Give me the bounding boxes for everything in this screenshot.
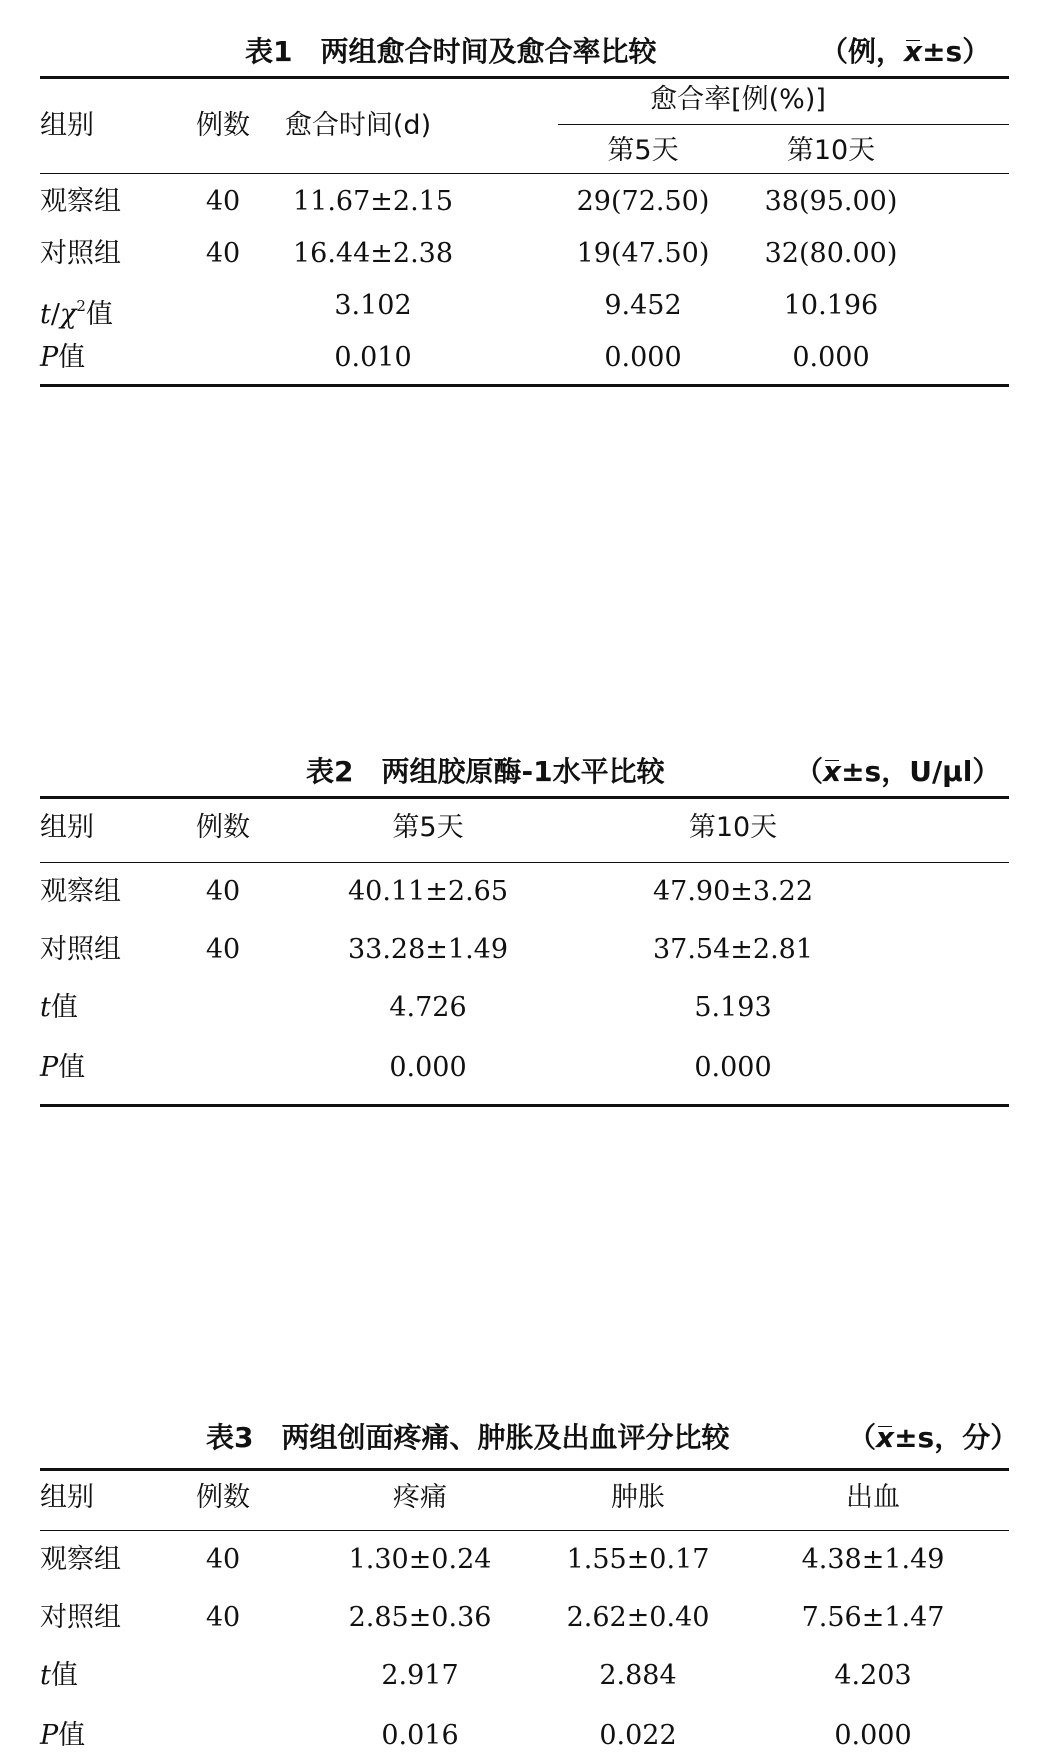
cell-value: 2.62±0.40	[566, 1602, 710, 1633]
table-caption	[40, 752, 1009, 792]
table-unit: （x±s，U/μl）	[795, 752, 1000, 792]
table-title: 表1 两组愈合时间及愈合率比较	[245, 35, 657, 68]
stat-value: 0.000	[389, 1052, 467, 1083]
stat-value: 4.203	[834, 1660, 912, 1691]
header-swelling: 肿胀	[611, 1482, 665, 1513]
row-cases: 40	[205, 238, 241, 269]
header-cases: 例数	[196, 812, 250, 843]
header-pain: 疼痛	[393, 1482, 447, 1513]
cell-value: 16.44±2.38	[292, 238, 454, 269]
stat-value: 4.726	[389, 992, 467, 1023]
header-rule	[40, 862, 1009, 863]
header-group: 组别	[40, 812, 94, 843]
header-cases: 例数	[196, 110, 250, 141]
bottom-rule	[40, 1104, 1009, 1107]
cell-value: 32(80.00)	[764, 238, 898, 269]
stat-value: 3.102	[334, 290, 412, 321]
row-cases: 40	[205, 876, 241, 907]
row-label: 观察组	[40, 186, 121, 217]
header-bleeding: 出血	[846, 1482, 900, 1513]
stat-label-p: P值	[40, 1720, 86, 1751]
row-label: 观察组	[40, 876, 121, 907]
table-caption	[40, 32, 1009, 72]
stat-value: 9.452	[604, 290, 682, 321]
header-group: 组别	[40, 1482, 94, 1513]
top-rule	[40, 1468, 1009, 1471]
mid-rule	[558, 124, 1009, 125]
stat-value: 0.000	[604, 342, 682, 373]
header-group: 组别	[40, 110, 94, 141]
row-cases: 40	[205, 1602, 241, 1633]
header-rule	[40, 173, 1009, 174]
cell-value: 7.56±1.47	[801, 1602, 945, 1633]
table-unit: （例，x±s）	[820, 32, 990, 72]
stat-value: 0.000	[834, 1720, 912, 1751]
cell-value: 38(95.00)	[764, 186, 898, 217]
stat-label-t-chi: $t/\chi^2$值	[40, 297, 113, 330]
cell-value: 33.28±1.49	[347, 934, 509, 965]
table-title: 表3 两组创面疼痛、肿胀及出血评分比较	[206, 1421, 730, 1454]
stat-value: 0.010	[334, 342, 412, 373]
table-1	[40, 32, 1009, 392]
stat-value: 2.917	[381, 1660, 459, 1691]
stat-label-p: P值	[40, 1052, 86, 1083]
mean-symbol: x	[904, 32, 922, 72]
stat-label-t: t值	[40, 992, 78, 1023]
cell-value: 40.11±2.65	[347, 876, 509, 907]
header-cases: 例数	[196, 1482, 250, 1513]
row-label: 观察组	[40, 1544, 121, 1575]
stat-value: 5.193	[694, 992, 772, 1023]
stat-value: 10.196	[783, 290, 879, 321]
cell-value: 1.55±0.17	[566, 1544, 710, 1575]
cell-value: 47.90±3.22	[652, 876, 814, 907]
stat-label-p: P值	[40, 342, 86, 373]
stat-value: 0.000	[694, 1052, 772, 1083]
stat-value: 0.000	[792, 342, 870, 373]
header-day5: 第5天	[607, 135, 679, 166]
stat-value: 0.022	[599, 1720, 677, 1751]
table-3	[40, 1418, 1019, 1764]
row-label: 对照组	[40, 238, 121, 269]
row-cases: 40	[205, 186, 241, 217]
cell-value: 37.54±2.81	[652, 934, 814, 965]
stat-value: 0.016	[381, 1720, 459, 1751]
header-rule	[40, 1530, 1009, 1531]
cell-value: 11.67±2.15	[292, 186, 454, 217]
cell-value: 4.38±1.49	[801, 1544, 945, 1575]
header-rate: 愈合率[例(%)]	[650, 84, 826, 115]
cell-value: 1.30±0.24	[348, 1544, 492, 1575]
header-time: 愈合时间(d)	[284, 110, 432, 141]
table-caption	[40, 1418, 1019, 1458]
row-cases: 40	[205, 934, 241, 965]
header-day5: 第5天	[392, 812, 464, 843]
table-unit: （x±s，分）	[848, 1418, 1018, 1458]
row-cases: 40	[205, 1544, 241, 1575]
row-label: 对照组	[40, 934, 121, 965]
cell-value: 2.85±0.36	[348, 1602, 492, 1633]
mean-symbol: x	[823, 752, 841, 792]
top-rule	[40, 76, 1009, 79]
header-day10: 第10天	[786, 135, 876, 166]
table-2	[40, 752, 1009, 1112]
top-rule	[40, 796, 1009, 799]
header-day10: 第10天	[688, 812, 778, 843]
table-title: 表2 两组胶原酶-1水平比较	[306, 755, 665, 788]
row-label: 对照组	[40, 1602, 121, 1633]
cell-value: 29(72.50)	[576, 186, 710, 217]
stat-label-t: t值	[40, 1660, 78, 1691]
mean-symbol: x	[876, 1418, 894, 1458]
bottom-rule	[40, 384, 1009, 387]
stat-value: 2.884	[599, 1660, 677, 1691]
cell-value: 19(47.50)	[576, 238, 710, 269]
